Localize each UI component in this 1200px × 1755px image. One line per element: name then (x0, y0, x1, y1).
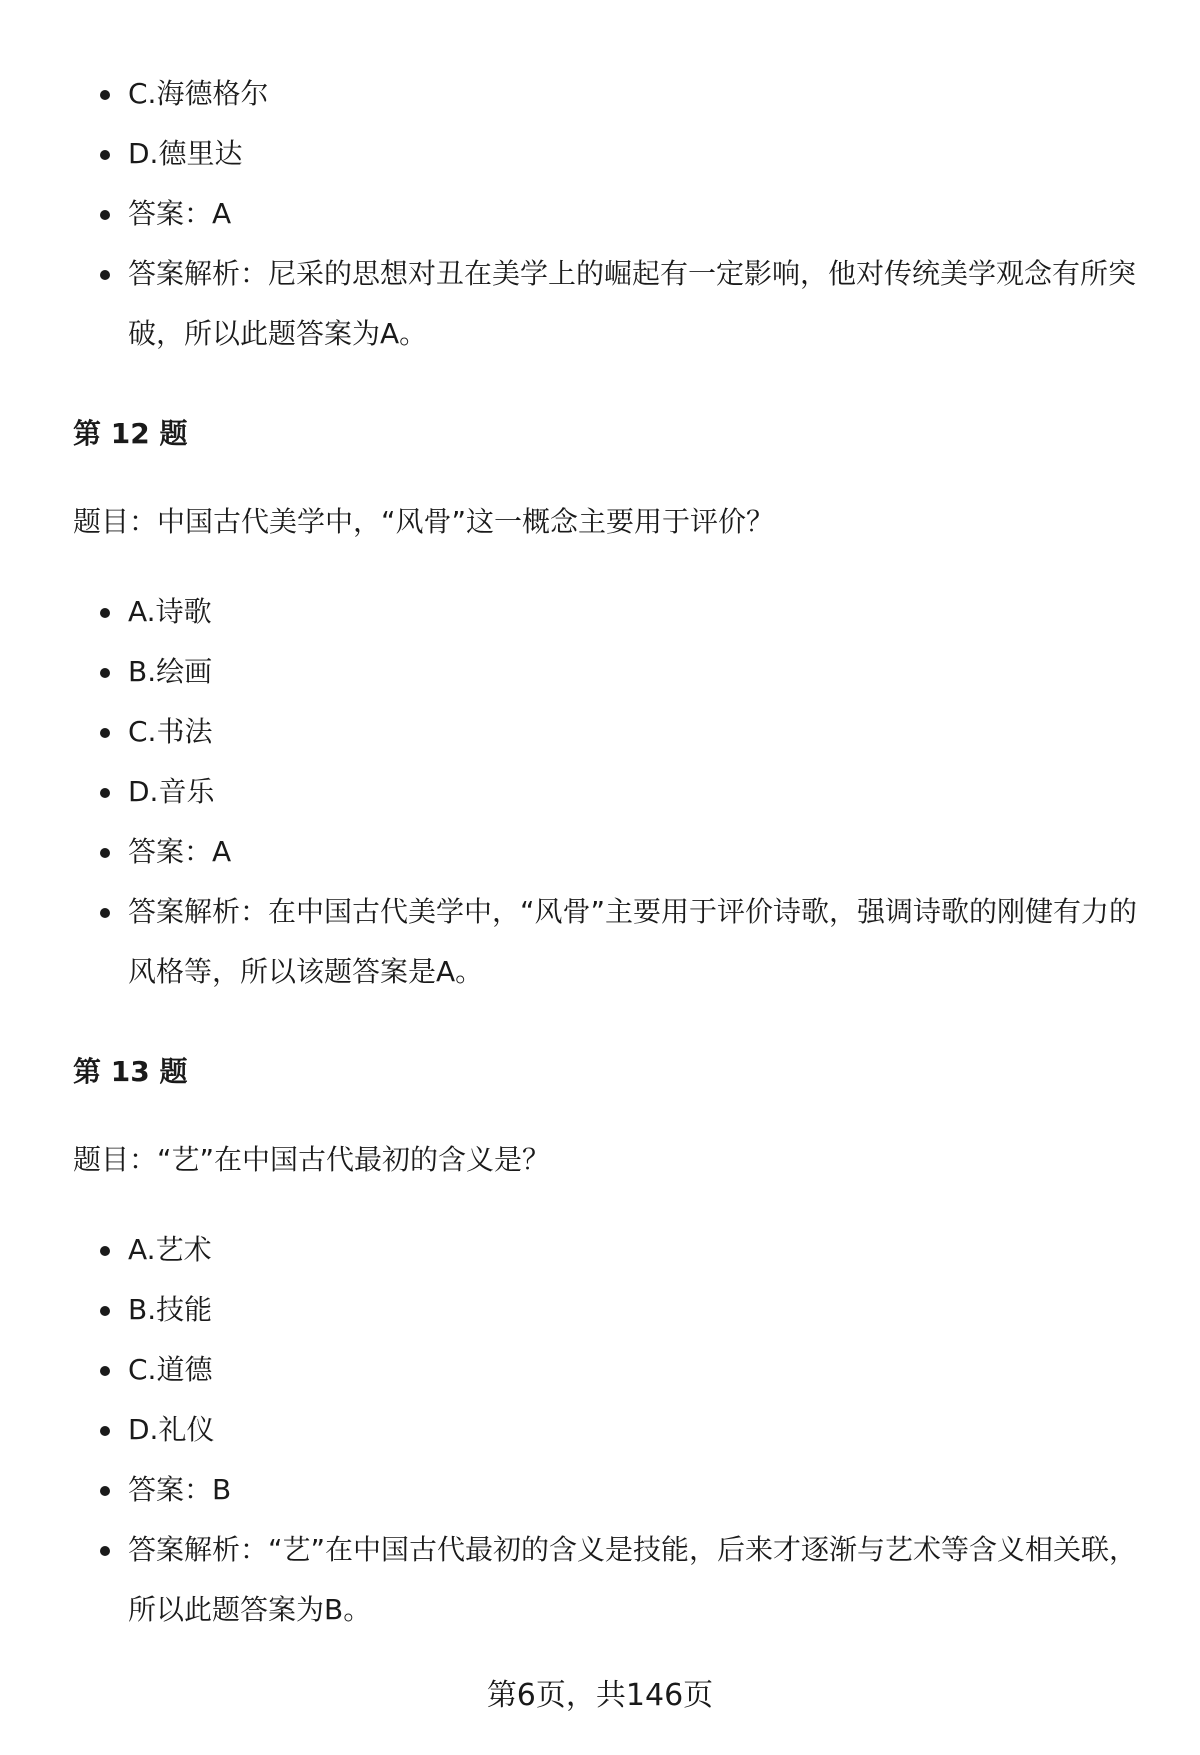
option-item: D.德里达 (73, 124, 1153, 184)
option-item: C.道德 (73, 1340, 1153, 1400)
answer-item: 答案：B (73, 1460, 1153, 1520)
option-item: C.书法 (73, 702, 1153, 762)
answer-item: 答案：A (73, 184, 1153, 244)
continued-option-list (73, 64, 1153, 364)
question-option-list (73, 582, 1153, 1002)
option-item: A.诗歌 (73, 582, 1153, 642)
question-heading: 第 12 题 (73, 417, 188, 450)
option-item: D.礼仪 (73, 1400, 1153, 1460)
answer-item: 答案：A (73, 822, 1153, 882)
page-content (73, 64, 1153, 1640)
option-item: B.绘画 (73, 642, 1153, 702)
page-number-footer: 第6页，共146页 (486, 1678, 714, 1713)
question-heading: 第 13 题 (73, 1055, 188, 1088)
analysis-item: 答案解析：“艺”在中国古代最初的含义是技能，后来才逐渐与艺术等含义相关联，所以此题答案为B。 (73, 1520, 1153, 1640)
analysis-item: 答案解析：尼采的思想对丑在美学上的崛起有一定影响，他对传统美学观念有所突破，所以此题答案为A。 (73, 244, 1153, 364)
option-item: B.技能 (73, 1280, 1153, 1340)
question-prompt: 题目：中国古代美学中，“风骨”这一概念主要用于评价？ (73, 505, 775, 538)
option-item: A.艺术 (73, 1220, 1153, 1280)
question-option-list (73, 1220, 1153, 1640)
analysis-item: 答案解析：在中国古代美学中，“风骨”主要用于评价诗歌，强调诗歌的刚健有力的风格等，所以该题答案是A。 (73, 882, 1153, 1002)
option-item: C.海德格尔 (73, 64, 1153, 124)
question-prompt: 题目：“艺”在中国古代最初的含义是？ (73, 1143, 551, 1176)
option-item: D.音乐 (73, 762, 1153, 822)
